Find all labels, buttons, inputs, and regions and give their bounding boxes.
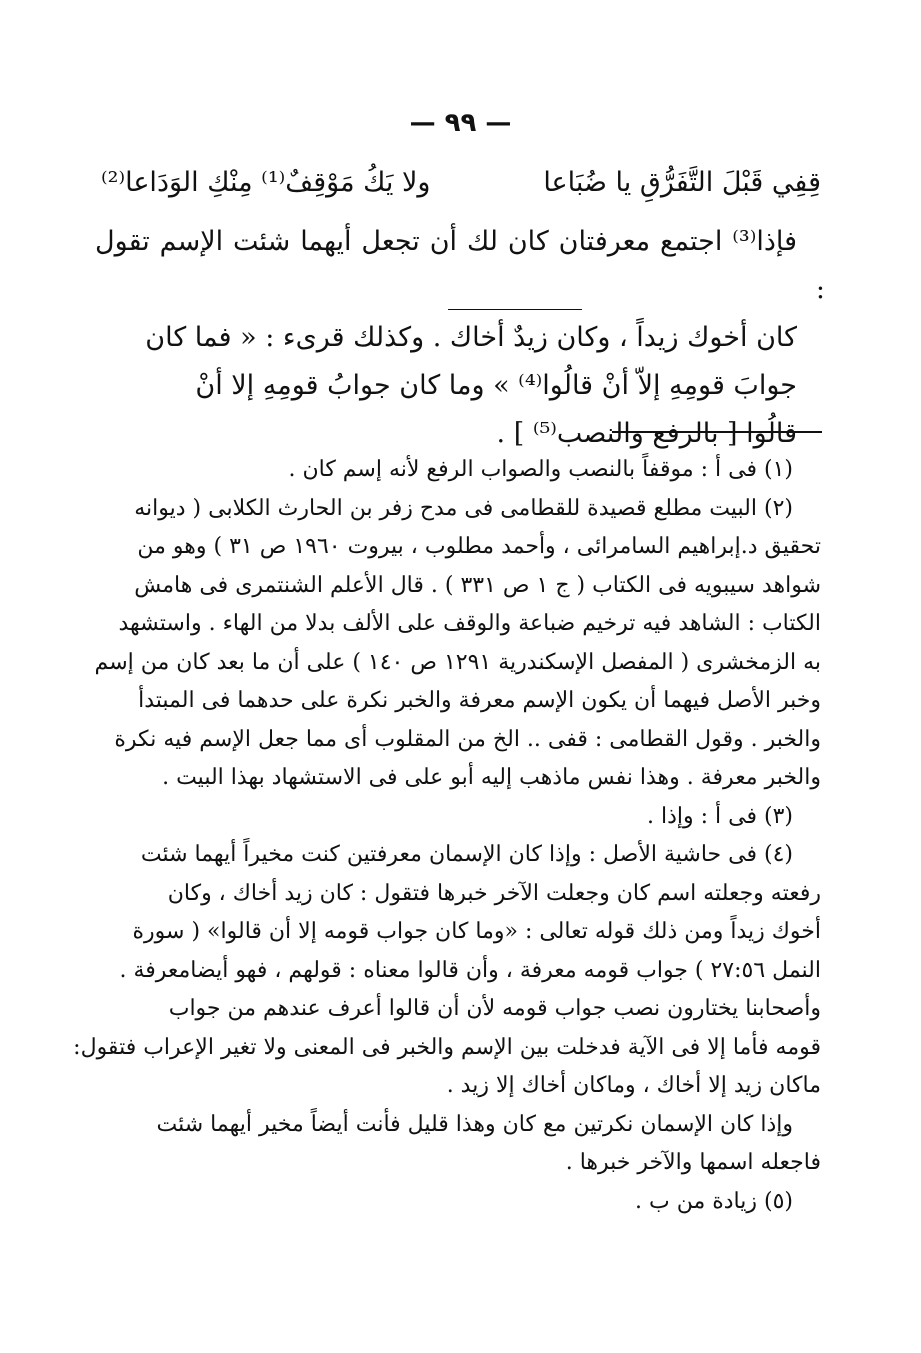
footnote-line: النمل ٢٧:٥٦ ) جواب قومه معرفة ، وأن قالوا معناه : قولهم ، فهو أيضامعرفة . — [119, 957, 821, 983]
text-underline — [448, 309, 582, 310]
footnote-2 — [91, 490, 821, 798]
footnote-4 — [73, 836, 821, 1106]
page-number: — ٩٩ — — [409, 108, 512, 138]
footnote-line: الكتاب : الشاهد فيه ترخيم ضباعة والوقف على الألف بدلا من الهاء . واستشهد — [118, 611, 821, 636]
footnote-line: ماكان زيد إلا أخاك ، وماكان أخاك إلا زيد . — [446, 1073, 821, 1098]
footnote-line: تحقيق د.إبراهيم السامرائى ، وأحمد مطلوب ، بيروت ١٩٦٠ ص ٣١ ) وهو من — [137, 534, 821, 559]
main-line: قالُوا [ بالرفع والنصب⁽⁵⁾ ] . — [496, 418, 797, 449]
main-text — [95, 218, 825, 458]
footnote-5 — [91, 1183, 821, 1222]
footnote-line: قومه فأما إلا فى الآية فدخلت بين الإسم والخبر فى المعنى ولا تغير الإعراب فتقول: — [73, 1034, 821, 1060]
main-line: كان أخوك زيداً ، وكان زيدٌ أخاك . وكذلك قرىء : « فما كان — [145, 322, 797, 353]
footnote-line: فاجعله اسمها والآخر خبرها . — [565, 1150, 821, 1175]
footnote-line: والخبر . وقول القطامى : قفى .. الخ من المقلوب أى مما جعل الإسم فيه نكرة — [114, 726, 821, 752]
main-line: جوابَ قومِهِ إلاّ أنْ قالُوا⁽⁴⁾ » وما كان جوابُ قومِهِ إلا أنْ — [195, 370, 797, 401]
footnote-line: (١) فى أ : موقفاً بالنصب والصواب الرفع لأنه إسم كان . — [288, 457, 793, 482]
footnotes — [73, 451, 821, 1221]
footnote-line: (٤) فى حاشية الأصل : وإذا كان الإسمان معرفتين كنت مخيراً أيهما شئت — [140, 842, 793, 867]
footnote-line: شواهد سيبويه فى الكتاب ( ج ١ ص ٣٣١ ) . قال الأعلم الشنتمرى فى هامش — [134, 572, 821, 598]
footnote-line: أخوك زيداً ومن ذلك قوله تعالى : «وما كان جواب قومه إلا أن قالوا» ( سورة — [132, 919, 821, 944]
footnote-line: به الزمخشرى ( المفصل الإسكندرية ١٢٩١ ص ١٤٠ ) على أن ما بعد كان من إسم — [94, 649, 821, 675]
footnote-4-continuation — [91, 1106, 821, 1183]
footnote-1 — [91, 451, 821, 490]
footnote-3 — [91, 798, 821, 837]
poetry-verse — [101, 160, 821, 210]
footnote-separator — [612, 431, 822, 433]
footnote-line: وخبر الأصل فيهما أن يكون الإسم معرفة والخبر نكرة على حدهما فى المبتدأ — [138, 688, 821, 713]
footnote-line: (٣) فى أ : وإذا . — [647, 803, 793, 829]
footnote-line: رفعته وجعلته اسم كان وجعلت الآخر خبرها فتقول : كان زيد أخاك ، وكان — [167, 880, 821, 906]
main-paragraph — [95, 218, 825, 458]
verse-second-hemistich: ولا يَكُ مَوْقِفٌ⁽¹⁾ مِنْكِ الوَدَاعا⁽²⁾ — [101, 167, 431, 198]
verse-first-hemistich: قِفِي قَبْلَ التَّفَرُّقِ يا ضُبَاعا — [543, 167, 821, 198]
main-line: فإذا⁽³⁾ اجتمع معرفتان كان لك أن تجعل أيهما شئت الإسم تقول : — [95, 226, 825, 305]
footnote-line: وإذا كان الإسمان نكرتين مع كان وهذا قليل فأنت أيضاً مخير أيهما شئت — [156, 1111, 793, 1137]
footnote-line: والخبر معرفة . وهذا نفس ماذهب إليه أبو على فى الاستشهاد بهذا البيت . — [162, 765, 821, 790]
footnote-line: (٥) زيادة من ب . — [635, 1188, 793, 1214]
footnote-line: (٢) البيت مطلع قصيدة للقطامى فى مدح زفر بن الحارث الكلابى ( ديوانه — [134, 495, 793, 521]
footnote-line: وأصحابنا يختارون نصب جواب قومه لأن أن قالوا أعرف عندهم من جواب — [168, 996, 821, 1021]
